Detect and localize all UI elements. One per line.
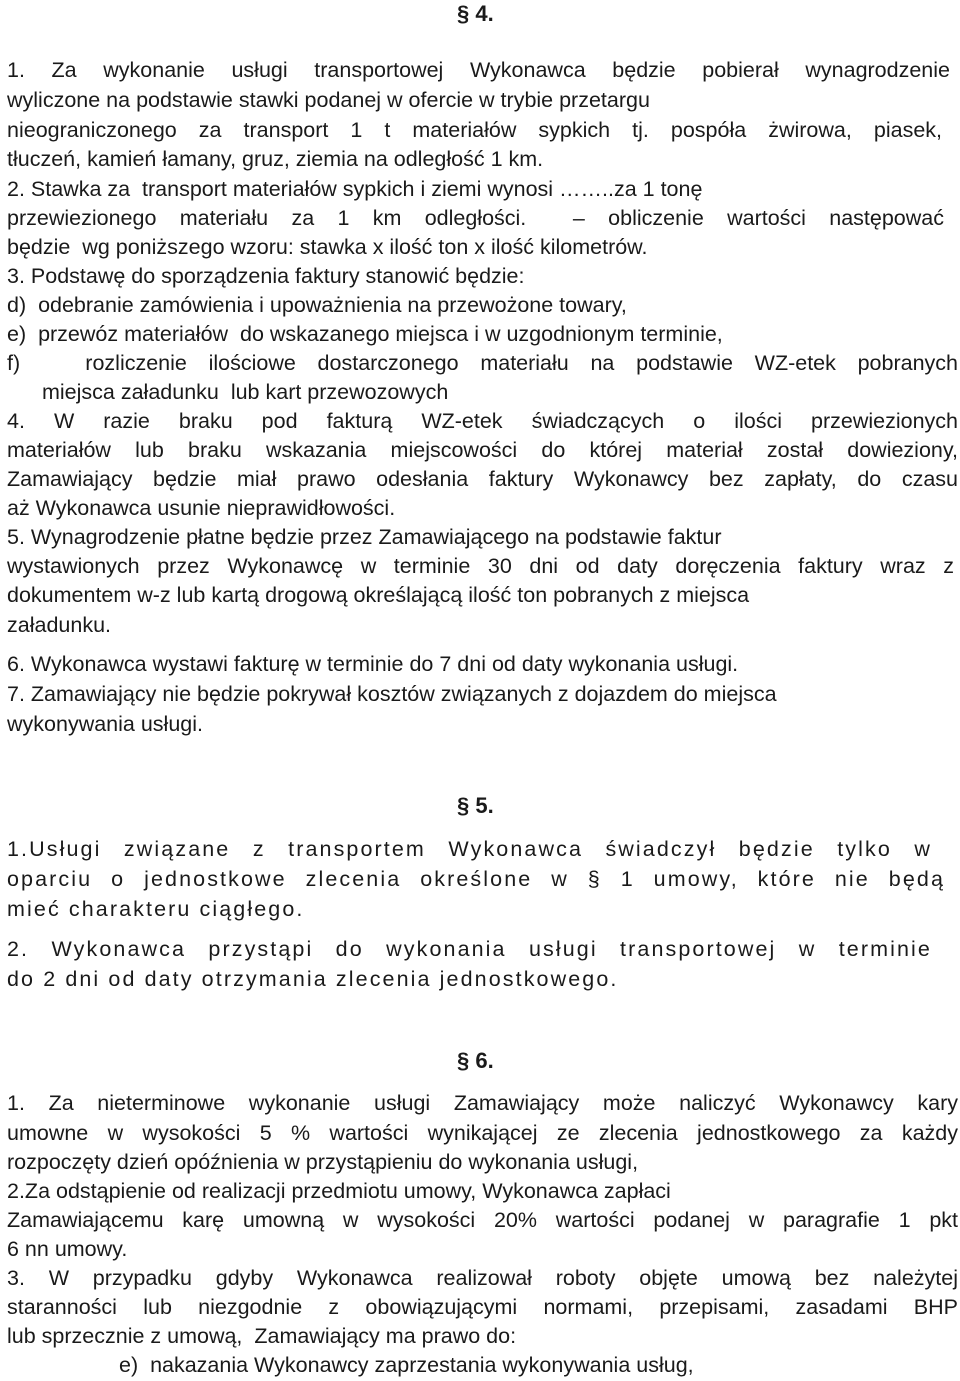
list-item-f-continuation: miejsca załadunku lub kart przewozowych: [42, 380, 449, 404]
paragraph-line: wyliczone na podstawie stawki podanej w ofercie w trybie przetargu: [7, 88, 650, 112]
list-item-e: e) nakazania Wykonawcy zaprzestania wykonywania usług,: [119, 1353, 694, 1377]
paragraph-line: 1. Za nieterminowe wykonanie usługi Zamawiający może naliczyć Wykonawcy kary: [7, 1091, 958, 1115]
paragraph-line: 6 nn umowy.: [7, 1237, 128, 1261]
paragraph-line: 5. Wynagrodzenie płatne będzie przez Zamawiającego na podstawie faktur: [7, 525, 722, 549]
paragraph-line: Zamawiającemu karę umowną w wysokości 20% wartości podanej w paragrafie 1 pkt: [7, 1208, 958, 1232]
paragraph-line: będzie wg poniższego wzoru: stawka x ilość ton x ilość kilometrów.: [7, 235, 648, 259]
paragraph-line: załadunku.: [7, 613, 111, 637]
paragraph-line: umowne w wysokości 5 % wartości wynikającej ze zlecenia jednostkowego za każdy: [7, 1121, 958, 1145]
paragraph-line: lub sprzecznie z umową, Zamawiający ma prawo do:: [7, 1324, 517, 1348]
paragraph-line: 3. Podstawę do sporządzenia faktury stanowić będzie:: [7, 264, 525, 288]
paragraph-line: wystawionych przez Wykonawcę w terminie 30 dni od daty doręczenia faktury wraz z: [7, 554, 954, 578]
section-4-heading: § 4.: [457, 1, 494, 26]
paragraph-line: 7. Zamawiający nie będzie pokrywał kosztów związanych z dojazdem do miejsca: [7, 682, 777, 706]
list-item-f: f) rozliczenie ilościowe dostarczonego materiału na podstawie WZ-etek pobranych: [7, 351, 958, 375]
section-5-heading: § 5.: [457, 793, 494, 818]
paragraph-line: 1. Za wykonanie usługi transportowej Wykonawca będzie pobierał wynagrodzenie: [7, 58, 950, 82]
paragraph-line: materiałów lub braku wskazania miejscowości do której materiał został dowieziony,: [7, 438, 958, 462]
paragraph-line: Zamawiający będzie miał prawo odesłania faktury Wykonawcy bez zapłaty, do czasu: [7, 467, 958, 491]
paragraph-line: 2. Wykonawca przystąpi do wykonania usługi transportowej w terminie: [7, 937, 932, 961]
section-6-heading: § 6.: [457, 1048, 494, 1073]
list-item-d: d) odebranie zamówienia i upoważnienia na przewożone towary,: [7, 293, 627, 317]
paragraph-line: staranności lub niezgodnie z obowiązującymi normami, przepisami, zasadami BHP: [7, 1295, 958, 1319]
paragraph-line: nieograniczonego za transport 1 t materiałów sypkich tj. pospóła żwirowa, piasek,: [7, 118, 942, 142]
paragraph-line: 4. W razie braku pod fakturą WZ-etek świadczących o ilości przewiezionych: [7, 409, 958, 433]
paragraph-line: tłuczeń, kamień łamany, gruz, ziemia na odległość 1 km.: [7, 147, 544, 171]
paragraph-line: 2.Za odstąpienie od realizacji przedmiotu umowy, Wykonawca zapłaci: [7, 1179, 671, 1203]
list-item-e: e) przewóz materiałów do wskazanego miejsca i w uzgodnionym terminie,: [7, 322, 723, 346]
paragraph-line: rozpoczęty dzień opóźnienia w przystąpieniu do wykonania usługi,: [7, 1150, 639, 1174]
paragraph-line: do 2 dni od daty otrzymania zlecenia jednostkowego.: [7, 967, 619, 991]
paragraph-line: wykonywania usługi.: [7, 712, 203, 736]
paragraph-line: oparciu o jednostkowe zlecenia określone w § 1 umowy, które nie będą: [7, 867, 945, 891]
paragraph-line: 2. Stawka za transport materiałów sypkich i ziemi wynosi ……..za 1 tonę: [7, 177, 703, 201]
paragraph-line: 3. W przypadku gdyby Wykonawca realizował roboty objęte umową bez należytej: [7, 1266, 958, 1290]
paragraph-line: przewiezionego materiału za 1 km odległości. – obliczenie wartości następować: [7, 206, 944, 230]
paragraph-line: dokumentem w-z lub kartą drogową określającą ilość ton pobranych z miejsca: [7, 583, 750, 607]
paragraph-line: 6. Wykonawca wystawi fakturę w terminie do 7 dni od daty wykonania usługi.: [7, 652, 739, 676]
paragraph-line: aż Wykonawca usunie nieprawidłowości.: [7, 496, 396, 520]
paragraph-line: 1.Usługi związane z transportem Wykonawca świadczył będzie tylko w: [7, 837, 932, 861]
paragraph-line: mieć charakteru ciągłego.: [7, 897, 305, 921]
